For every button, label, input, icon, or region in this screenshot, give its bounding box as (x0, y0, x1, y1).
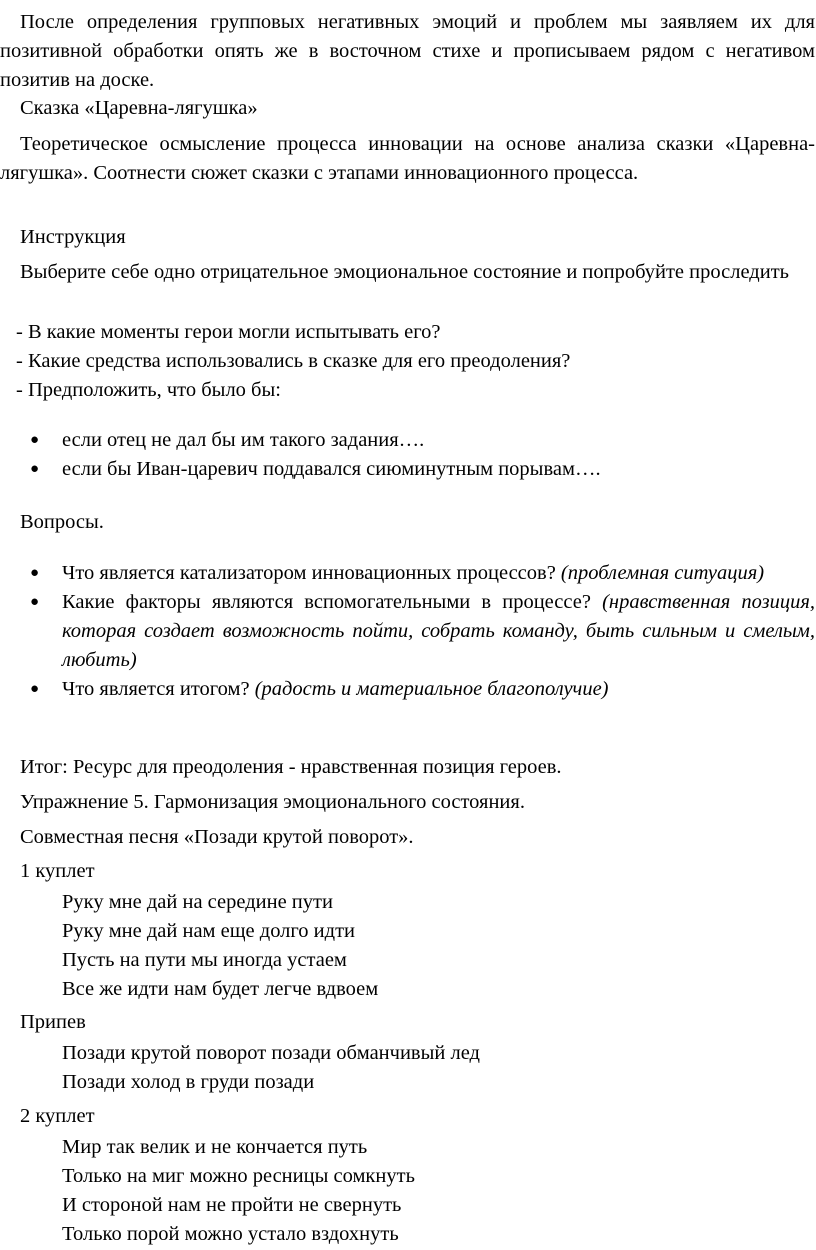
instruction-heading: Инструкция (20, 226, 126, 248)
question-item (0, 675, 815, 704)
dash-item: - Предположить, что было бы: (16, 379, 281, 401)
verse1 (0, 888, 816, 1004)
question-answer: (проблемная ситуация) (560, 562, 765, 584)
dash-item: - В какие моменты герои могли испытывать его? (16, 321, 441, 343)
verse1-label: 1 куплет (20, 860, 95, 882)
question-text: Что является итогом? (62, 678, 255, 700)
instruction-paragraph: Выберите себе одно отрицательное эмоциональное состояние и попробуйте проследить (20, 261, 790, 283)
bullet-icon: ● (30, 594, 40, 610)
bullet-icon: ● (30, 681, 40, 697)
verse-line: Мир так велик и не кончается путь (62, 1136, 368, 1158)
verse-line: Все же идти нам будет легче вдвоем (62, 978, 379, 1000)
list-item (0, 426, 815, 455)
intro-paragraph: После определения групповых негативных эмоций и проблем мы заявляем их для позитивной обработки опять же в восточном стихе и прописываем рядом с негативом позитив на доске. (0, 11, 815, 91)
verse-line: И стороной нам не пройти не свернуть (62, 1194, 402, 1216)
song-title: Совместная песня «Позади крутой поворот». (20, 826, 414, 848)
bullet-list-scenarios (0, 426, 815, 484)
dash-item: - Какие средства использовались в сказке для его преодоления? (16, 350, 571, 372)
verse-line: Только порой можно устало вздохнуть (62, 1223, 399, 1245)
bullet-icon: ● (30, 461, 40, 477)
fairy-tale-title: Сказка «Царевна-лягушка» (20, 97, 258, 119)
questions-heading: Вопросы. (20, 511, 104, 533)
list-item-text: если отец не дал бы им такого задания…. (62, 429, 425, 451)
dash-list (0, 318, 816, 405)
verse2-label: 2 куплет (20, 1105, 95, 1127)
chorus (0, 1039, 816, 1097)
theory-paragraph: Теоретическое осмысление процесса инновации на основе анализа сказки «Царевна-лягушка». Соотнести сюжет сказки с этапами инновационного процесса. (0, 133, 815, 184)
exercise-heading: Упражнение 5. Гармонизация эмоционального состояния. (20, 791, 525, 813)
verse-line: Руку мне дай нам еще долго идти (62, 920, 356, 942)
bullet-list-questions (0, 559, 815, 704)
chorus-line: Позади крутой поворот позади обманчивый лед (62, 1042, 480, 1064)
chorus-label: Припев (20, 1011, 86, 1033)
verse-line: Руку мне дай на середине пути (62, 891, 333, 913)
bullet-icon: ● (30, 565, 40, 581)
summary-line: Итог: Ресурс для преодоления - нравственная позиция героев. (20, 756, 562, 778)
question-text: Что является катализатором инновационных процессов? (62, 562, 561, 584)
question-text: Какие факторы являются вспомогательными в процессе? (62, 591, 603, 613)
list-item-text: если бы Иван-царевич поддавался сиюминутным порывам…. (62, 458, 601, 480)
bullet-icon: ● (30, 432, 40, 448)
chorus-line: Позади холод в груди позади (62, 1071, 315, 1093)
verse2 (0, 1133, 816, 1249)
verse-line: Только на миг можно ресницы сомкнуть (62, 1165, 415, 1187)
question-item (0, 559, 815, 588)
question-answer: (радость и материальное благополучие) (254, 678, 609, 700)
list-item (0, 455, 815, 484)
question-item (0, 588, 815, 675)
question-answer: (нравственная позиция, которая создает возможность пойти, собрать команду, быть сильным и смелым, любить) (62, 591, 815, 671)
verse-line: Пусть на пути мы иногда устаем (62, 949, 347, 971)
